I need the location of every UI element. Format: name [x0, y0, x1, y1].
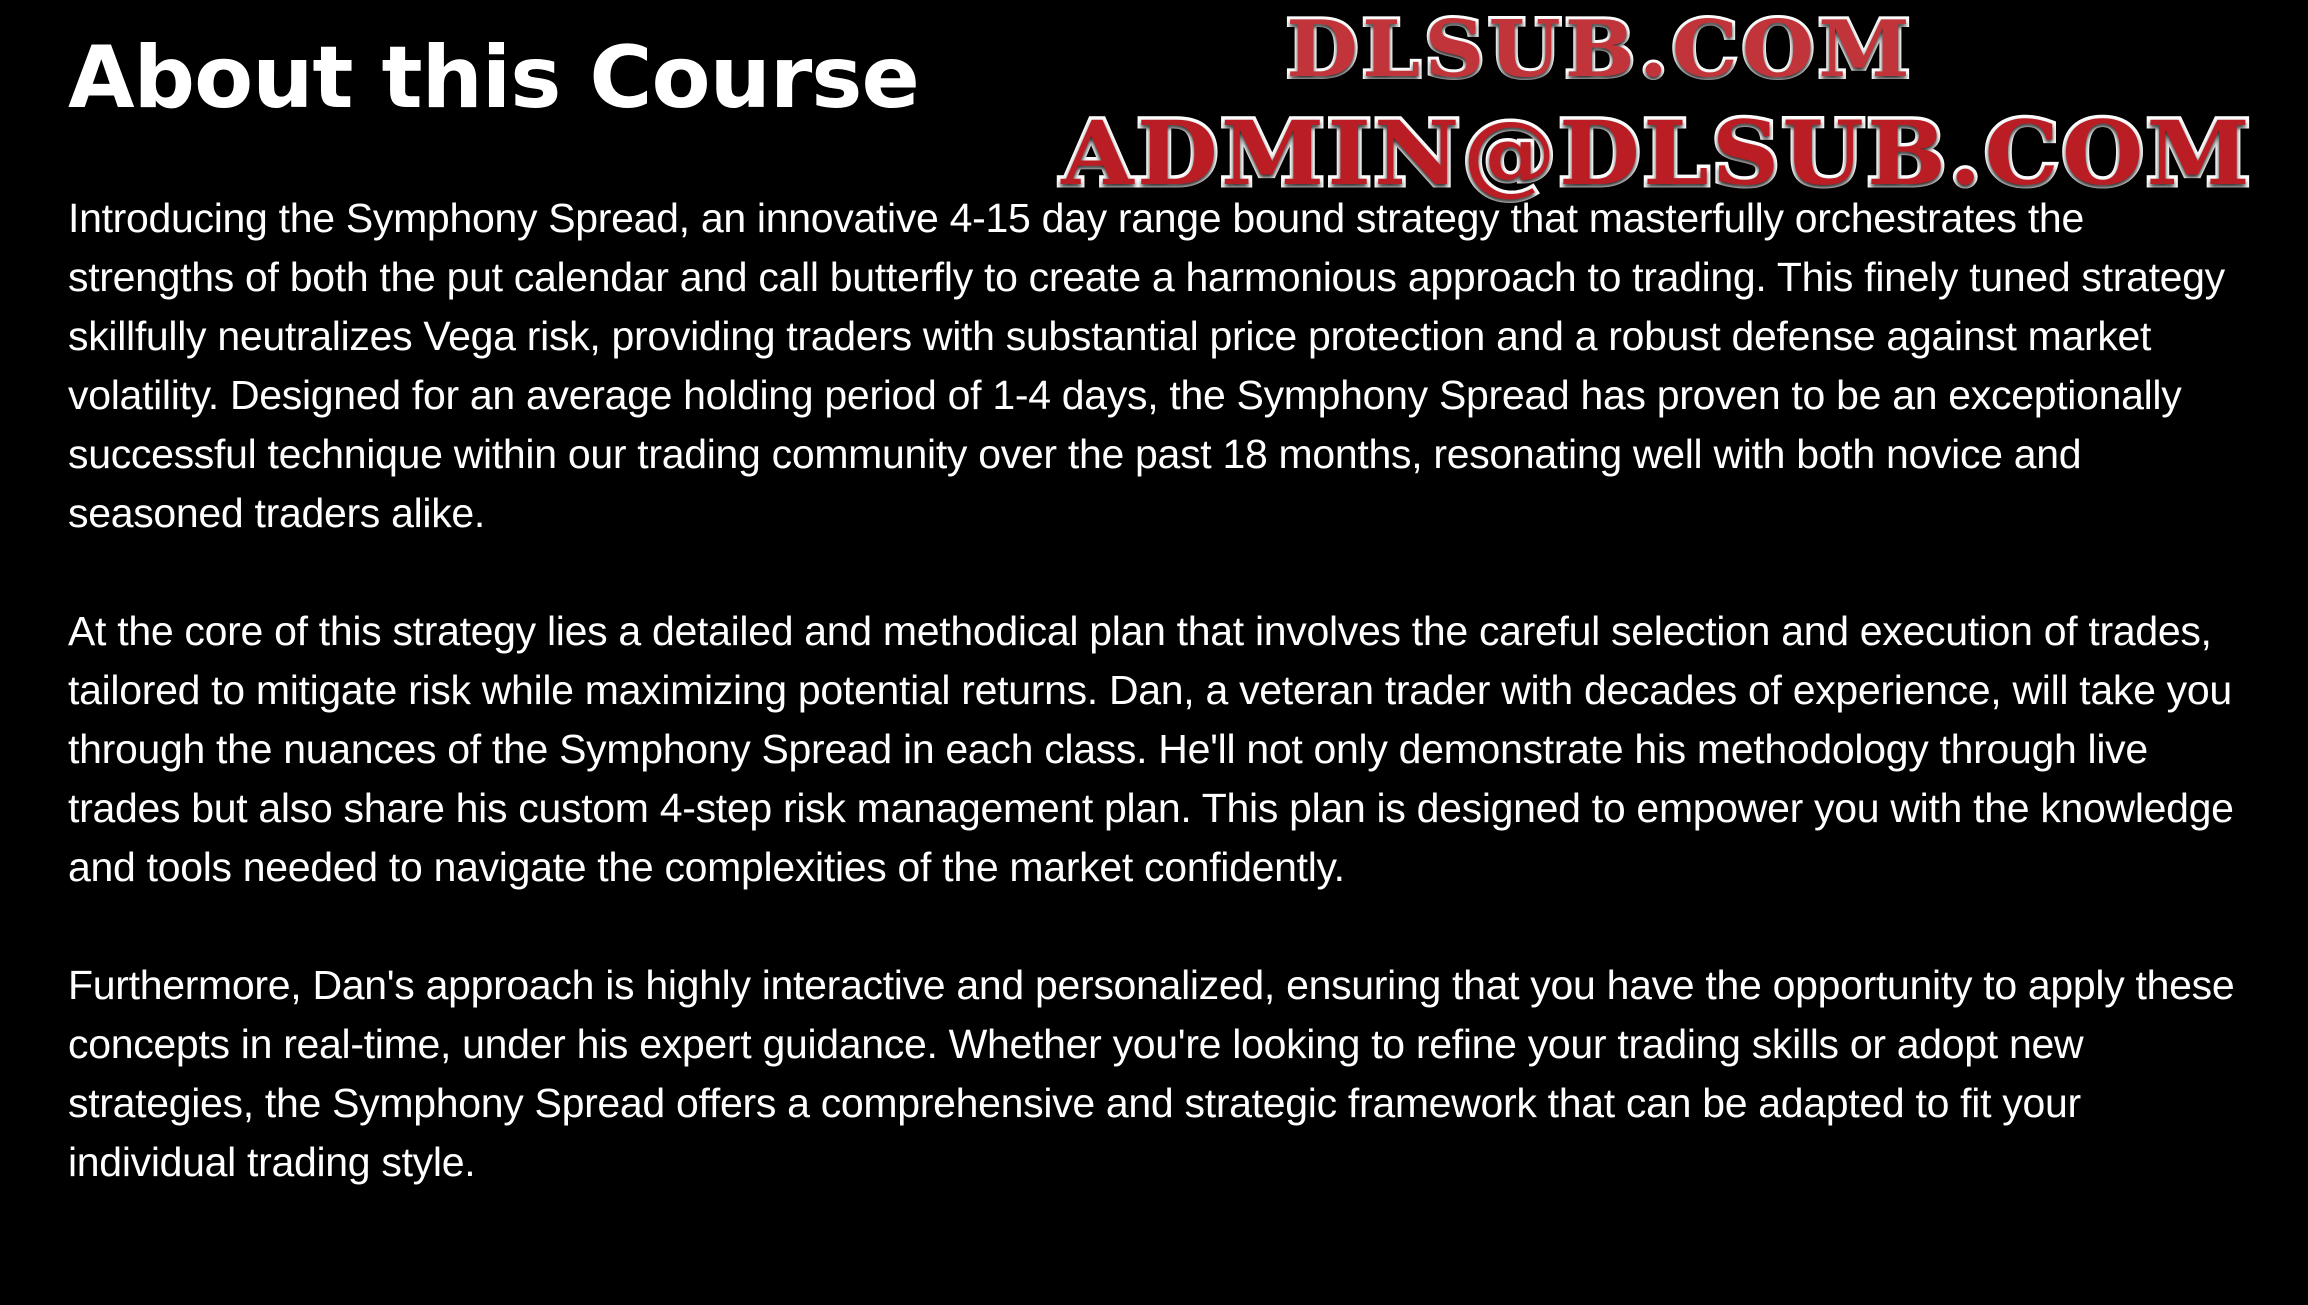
watermark-email-text: ADMIN@DLSUB.COM — [1061, 101, 2253, 205]
course-description — [0, 189, 2248, 1192]
paragraph-approach: Furthermore, Dan's approach is highly interactive and personalized, ensuring that you have the opportunity to apply these concepts in real-time, under his expert guidance. Whether you're looking to refine your trading skills or adopt new strategies, the Symphony Spread offers a comprehensive and strategic framework that can be adapted to fit your individual trading style. — [68, 961, 2235, 1185]
watermark-site-text: DLSUB.COM — [1286, 4, 1914, 95]
page-title: About this Course — [68, 28, 919, 128]
paragraph-strategy-intro: Introducing the Symphony Spread, an innovative 4-15 day range bound strategy that masterfully orchestrates the strengths of both the put calendar and call butterfly to create a harmonious approach to trading. This finely tuned strategy skillfully neutralizes Vega risk, providing traders with substantial price protection and a robust defense against market volatility. Designed for an average holding period of 1-4 days, the Symphony Spread has proven to be an exceptionally successful technique within our trading community over the past 18 months, resonating well with both novice and seasoned traders alike. — [68, 194, 2225, 536]
paragraph-strategy-plan: At the core of this strategy lies a detailed and methodical plan that involves the careful selection and execution of trades, tailored to mitigate risk while maximizing potential returns. Dan, a veteran trader with decades of experience, will take you through the nuances of the Symphony Spread in each class. He'll not only demonstrate his methodology through live trades but also share his custom 4-step risk management plan. This plan is designed to empower you with the knowledge and tools needed to navigate the complexities of the market confidently. — [68, 607, 2234, 890]
